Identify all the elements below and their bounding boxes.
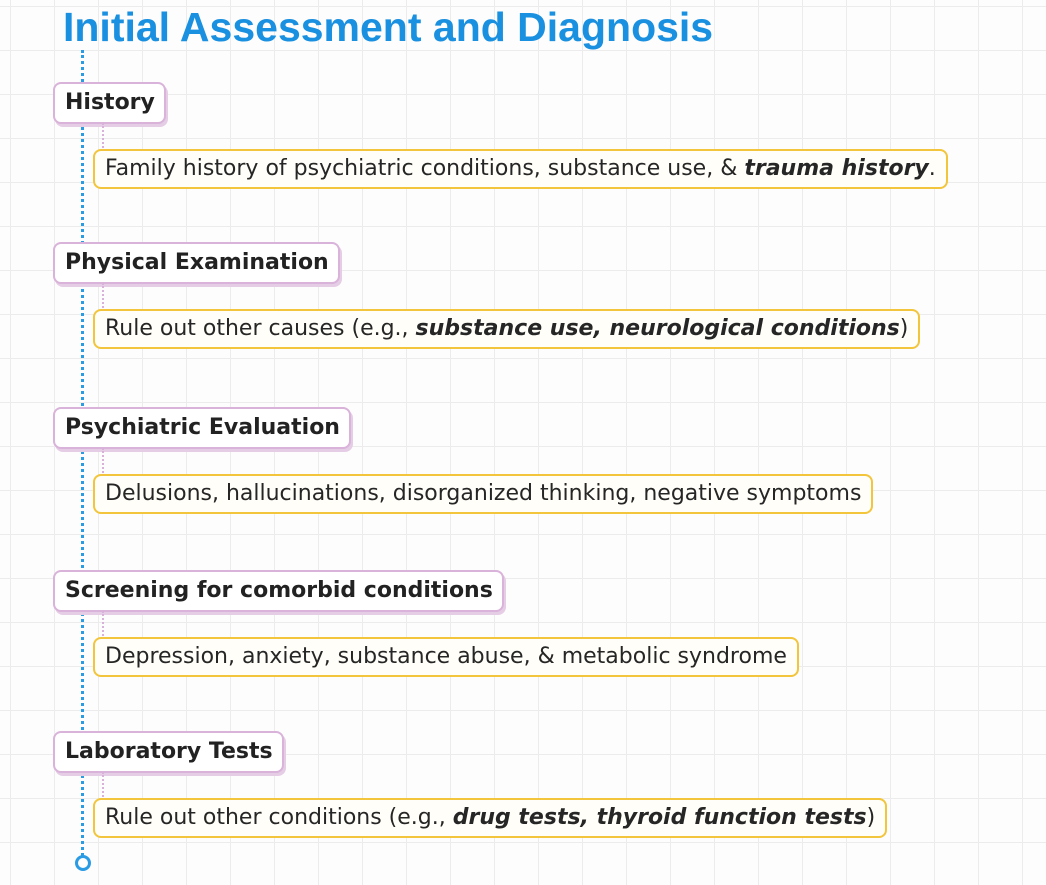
detail-text: Delusions, hallucinations, disorganized thinking, negative symptoms <box>105 481 862 506</box>
detail-text: Rule out other conditions (e.g., <box>105 805 453 830</box>
section-history <box>53 82 1043 192</box>
detail-emphasis: drug tests, thyroid function tests <box>452 805 867 830</box>
section-laboratory-tests <box>53 731 1043 841</box>
section-detail-history <box>93 149 948 189</box>
timeline-end-marker <box>75 855 91 871</box>
section-physical-examination <box>53 242 1043 352</box>
section-heading-history: History <box>53 82 166 124</box>
detail-emphasis: trauma history <box>744 156 929 181</box>
detail-text: Rule out other causes (e.g., <box>105 316 416 341</box>
detail-text-end: ) <box>866 805 876 830</box>
section-detail-laboratory-tests <box>93 798 887 838</box>
detail-text: Family history of psychiatric conditions, substance use, & <box>105 156 745 181</box>
section-connector <box>102 448 104 476</box>
detail-text-end: ) <box>899 316 909 341</box>
page-title: Initial Assessment and Diagnosis <box>63 4 714 50</box>
section-heading-laboratory-tests: Laboratory Tests <box>53 731 284 773</box>
section-detail-screening-comorbid <box>93 637 799 677</box>
section-connector <box>102 123 104 151</box>
section-heading-psychiatric-evaluation: Psychiatric Evaluation <box>53 407 351 449</box>
section-psychiatric-evaluation <box>53 407 1043 517</box>
section-connector <box>102 772 104 800</box>
section-connector <box>102 611 104 639</box>
section-heading-screening-comorbid: Screening for comorbid conditions <box>53 570 504 612</box>
detail-text: Depression, anxiety, substance abuse, & metabolic syndrome <box>105 644 787 669</box>
detail-emphasis: substance use, neurological conditions <box>415 316 900 341</box>
section-connector <box>102 283 104 311</box>
detail-text-end: . <box>928 156 936 181</box>
section-detail-psychiatric-evaluation <box>93 474 873 514</box>
section-heading-physical-examination: Physical Examination <box>53 242 340 284</box>
section-screening-comorbid <box>53 570 1043 680</box>
section-detail-physical-examination <box>93 309 920 349</box>
